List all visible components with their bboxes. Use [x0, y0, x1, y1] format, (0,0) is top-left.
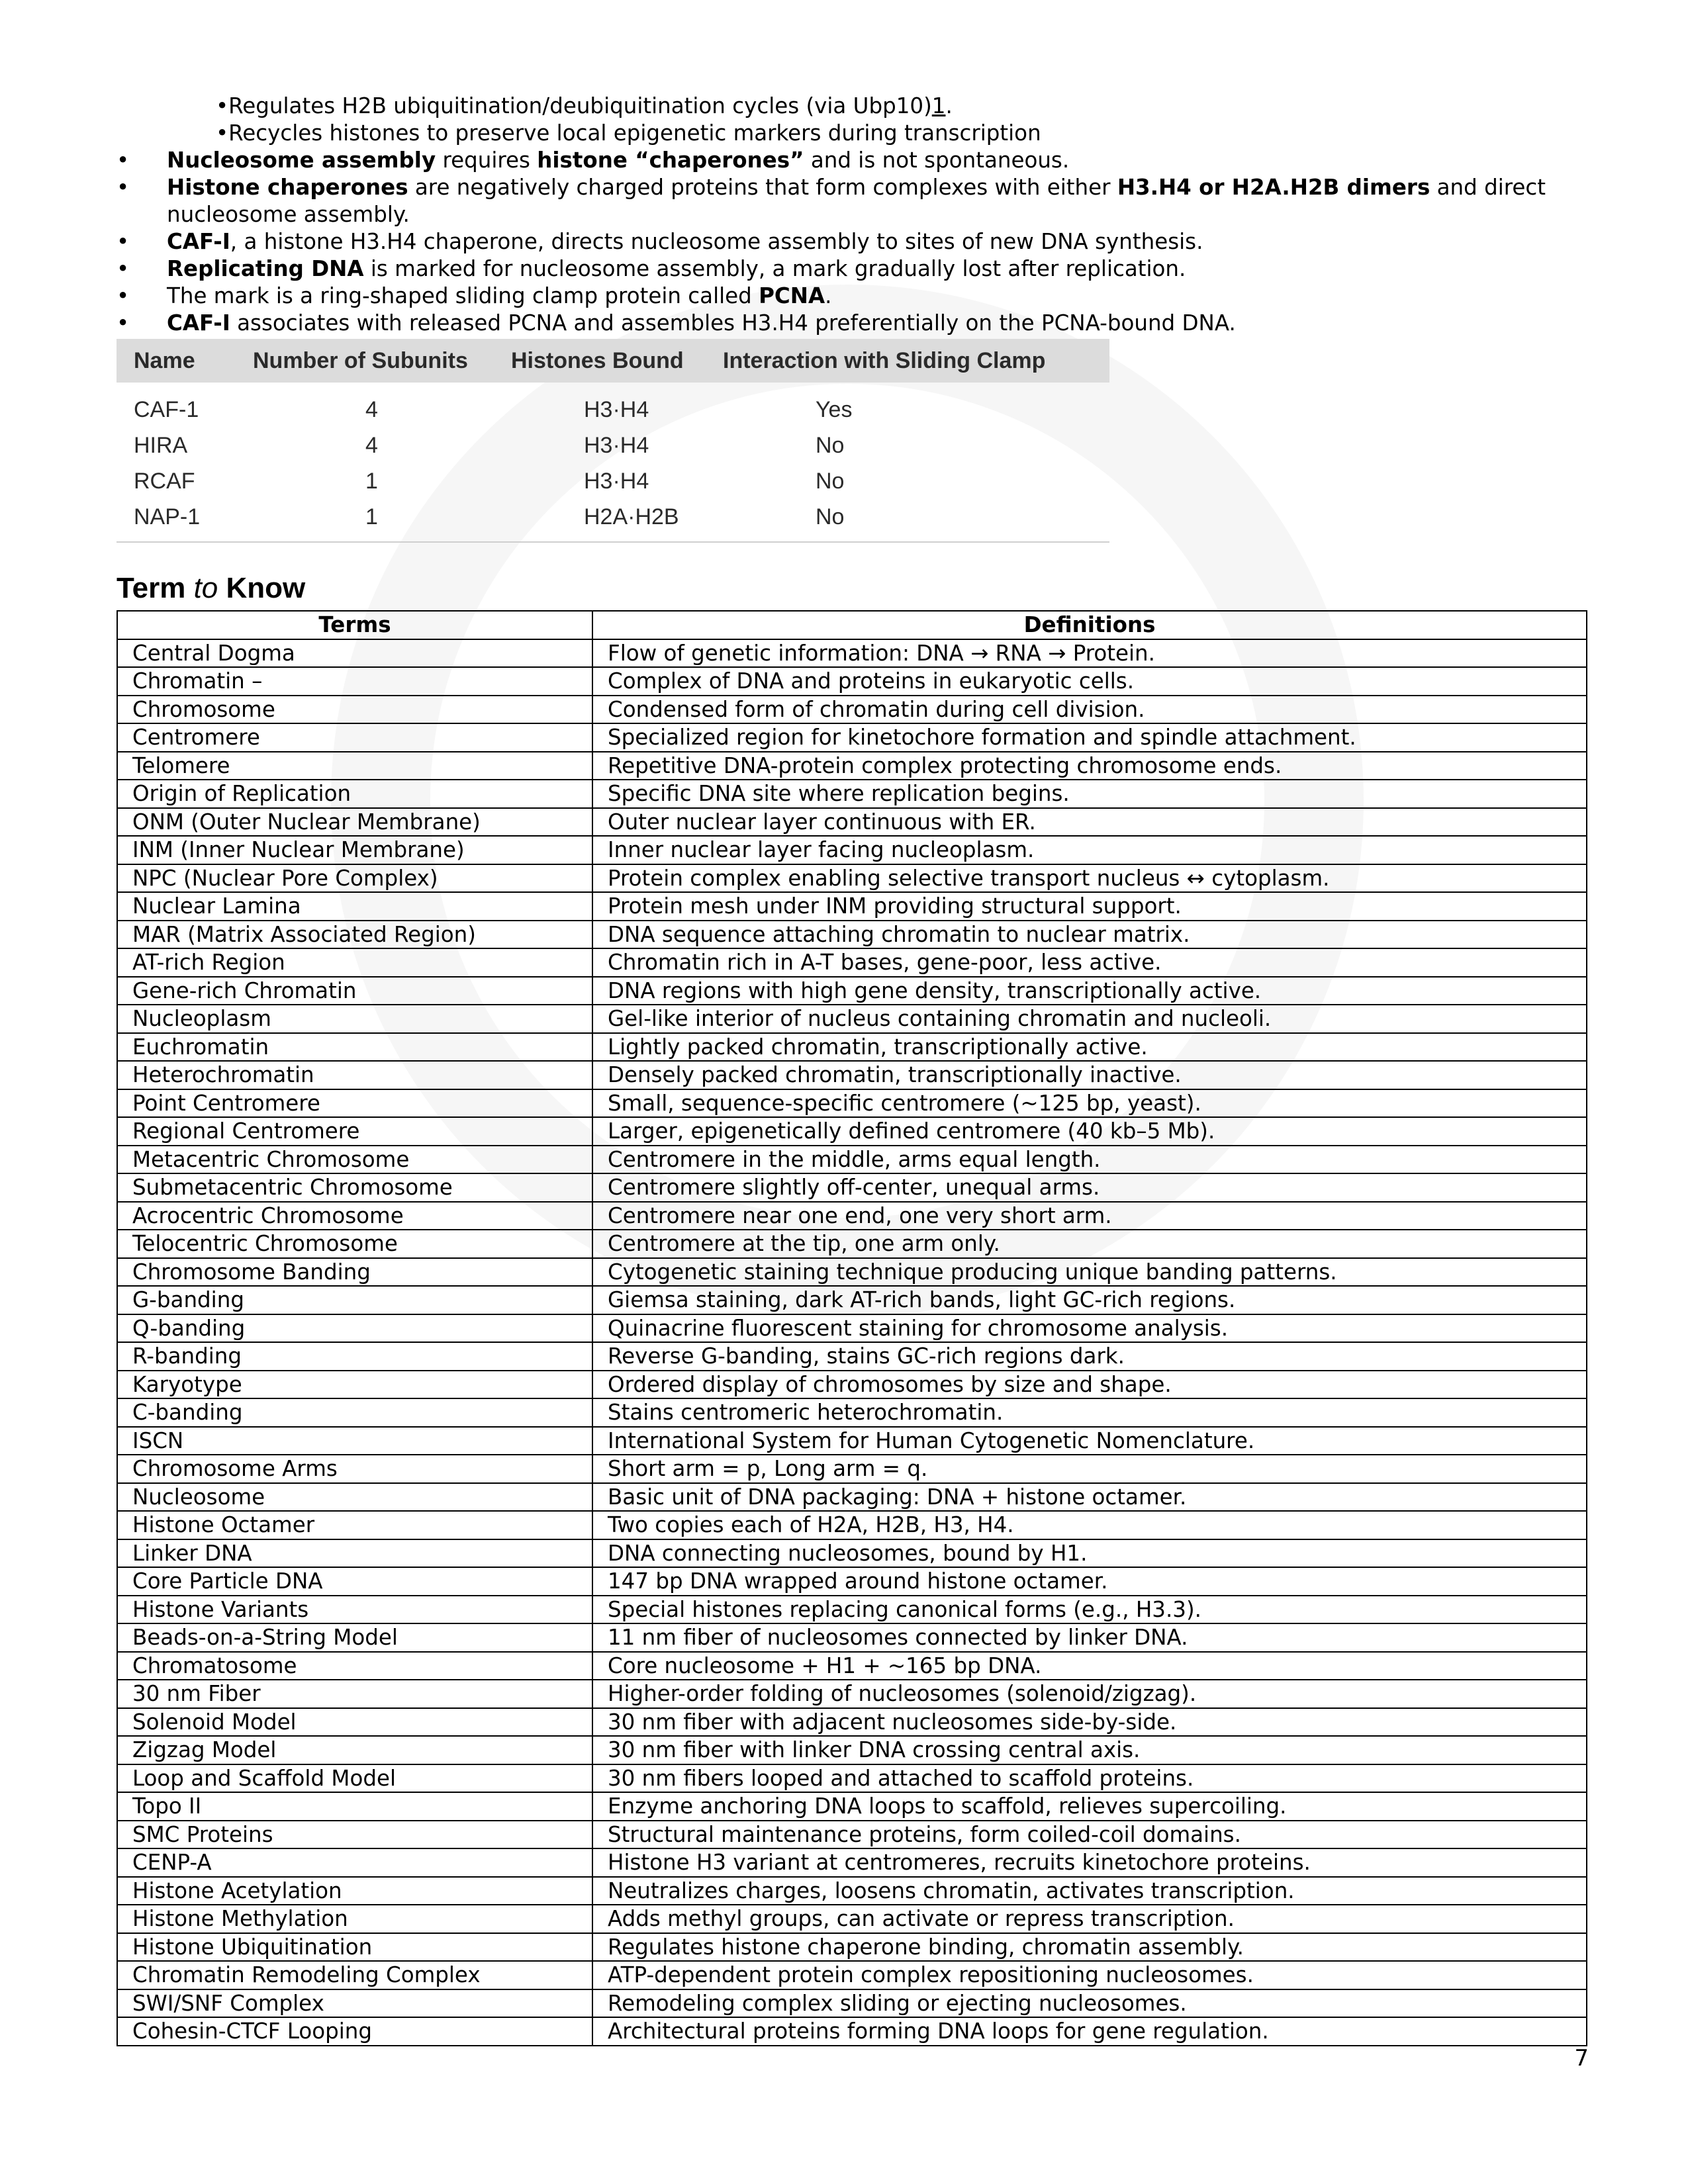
table-row — [117, 1286, 1587, 1314]
definition-cell: Chromatin rich in A-T bases, gene-poor, less active. — [592, 948, 1587, 977]
term-cell: Topo II — [117, 1792, 592, 1821]
table-row — [117, 780, 1587, 808]
header-histones: Histones Bound — [511, 347, 684, 373]
table-row — [117, 921, 1587, 949]
header-terms: Terms — [117, 611, 592, 639]
table-divider — [117, 541, 1109, 543]
term-cell: ISCN — [117, 1427, 592, 1455]
table-row — [117, 977, 1587, 1005]
table-row — [117, 1848, 1587, 1877]
definition-cell: 30 nm fiber with adjacent nucleosomes side-by-side. — [592, 1708, 1587, 1737]
term-cell: Histone Acetylation — [117, 1877, 592, 1905]
term-cell: Nuclear Lamina — [117, 892, 592, 921]
definition-cell: ATP-dependent protein complex repositioning nucleosomes. — [592, 1961, 1587, 1989]
definition-cell: Gel-like interior of nucleus containing chromatin and nucleoli. — [592, 1005, 1587, 1033]
sub-bullet: •Recycles histones to preserve local epigenetic markers during transcription — [216, 120, 1041, 146]
term-cell: Euchromatin — [117, 1033, 592, 1062]
table-row — [117, 1680, 1587, 1708]
definition-cell: Small, sequence-specific centromere (~125 bp, yeast). — [592, 1089, 1587, 1118]
definition-cell: DNA connecting nucleosomes, bound by H1. — [592, 1539, 1587, 1568]
chaperone-table-header — [117, 339, 1109, 383]
term-cell: Chromatin – — [117, 667, 592, 696]
table-row — [117, 836, 1587, 864]
term-cell: Chromatin Remodeling Complex — [117, 1961, 592, 1989]
definition-cell: Protein complex enabling selective transport nucleus ↔ cytoplasm. — [592, 864, 1587, 893]
table-row — [117, 1005, 1587, 1033]
table-row — [117, 1652, 1587, 1680]
table-row — [117, 892, 1587, 921]
term-cell: C-banding — [117, 1398, 592, 1427]
bullet-marker: • — [117, 229, 130, 254]
term-cell: Metacentric Chromosome — [117, 1146, 592, 1174]
table-row — [117, 1708, 1587, 1737]
table-row — [117, 1483, 1587, 1512]
header-name: Name — [134, 347, 195, 373]
bullet-marker: • — [117, 175, 130, 200]
term-cell: 30 nm Fiber — [117, 1680, 592, 1708]
table-row — [117, 723, 1587, 752]
definition-cell: 30 nm fibers looped and attached to scaffold proteins. — [592, 1764, 1587, 1793]
definition-cell: Complex of DNA and proteins in eukaryotic cells. — [592, 667, 1587, 696]
term-cell: G-banding — [117, 1286, 592, 1314]
section-title: Term to Know — [117, 572, 306, 604]
table-row — [117, 1596, 1587, 1624]
term-cell: Nucleoplasm — [117, 1005, 592, 1033]
term-cell: CENP-A — [117, 1848, 592, 1877]
term-cell: Chromosome Banding — [117, 1258, 592, 1287]
definition-cell: Ordered display of chromosomes by size and shape. — [592, 1371, 1587, 1399]
definition-cell: Neutralizes charges, loosens chromatin, activates transcription. — [592, 1877, 1587, 1905]
term-cell: Chromatosome — [117, 1652, 592, 1680]
table-row — [117, 1511, 1587, 1539]
term-cell: Q-banding — [117, 1314, 592, 1343]
table-row — [117, 1371, 1587, 1399]
bullet-item: • CAF-I associates with released PCNA and assembles H3.H4 preferentially on the PCNA-bound DNA. — [117, 310, 1236, 336]
term-cell: AT-rich Region — [117, 948, 592, 977]
term-cell: Submetacentric Chromosome — [117, 1173, 592, 1202]
term-cell: Chromosome Arms — [117, 1455, 592, 1483]
term-cell: Core Particle DNA — [117, 1567, 592, 1596]
definition-cell: Centromere slightly off-center, unequal arms. — [592, 1173, 1587, 1202]
definition-cell: DNA sequence attaching chromatin to nuclear matrix. — [592, 921, 1587, 949]
bullet-marker: • — [117, 256, 130, 281]
term-cell: Acrocentric Chromosome — [117, 1202, 592, 1230]
term-cell: MAR (Matrix Associated Region) — [117, 921, 592, 949]
table-row — [117, 1539, 1587, 1568]
table-row — [117, 1933, 1587, 1962]
term-cell: Zigzag Model — [117, 1736, 592, 1764]
header-definitions: Definitions — [592, 611, 1587, 639]
definition-cell: Adds methyl groups, can activate or repress transcription. — [592, 1905, 1587, 1933]
table-row — [117, 752, 1587, 780]
table-row — [117, 948, 1587, 977]
table-row — [117, 1567, 1587, 1596]
term-cell: Solenoid Model — [117, 1708, 592, 1737]
definition-cell: Quinacrine fluorescent staining for chromosome analysis. — [592, 1314, 1587, 1343]
bullet-marker: • — [117, 148, 130, 173]
definition-cell: Basic unit of DNA packaging: DNA + histone octamer. — [592, 1483, 1587, 1512]
definition-cell: Condensed form of chromatin during cell division. — [592, 696, 1587, 724]
term-cell: Chromosome — [117, 696, 592, 724]
definition-cell: Histone H3 variant at centromeres, recruits kinetochore proteins. — [592, 1848, 1587, 1877]
chaperone-row: RCAF 1 H3·H4 No — [134, 468, 845, 494]
term-cell: Gene-rich Chromatin — [117, 977, 592, 1005]
term-cell: R-banding — [117, 1342, 592, 1371]
histone-chaperone-table — [117, 339, 1109, 543]
term-cell: NPC (Nuclear Pore Complex) — [117, 864, 592, 893]
term-cell: SMC Proteins — [117, 1821, 592, 1849]
table-row — [117, 1736, 1587, 1764]
bullet-item: • Nucleosome assembly requires histone “chaperones” and is not spontaneous. — [117, 148, 1070, 173]
table-row — [117, 1905, 1587, 1933]
definition-cell: Inner nuclear layer facing nucleoplasm. — [592, 836, 1587, 864]
definition-cell: Reverse G-banding, stains GC-rich regions dark. — [592, 1342, 1587, 1371]
table-row — [117, 639, 1587, 668]
terms-definitions-table — [117, 610, 1587, 2046]
table-row — [117, 808, 1587, 837]
bullet-item: • Histone chaperones are negatively charged proteins that form complexes with either H3.H4 or H2A.H2B dimers and direct — [117, 175, 1546, 200]
bullet-item: • Replicating DNA is marked for nucleosome assembly, a mark gradually lost after replication. — [117, 256, 1186, 281]
definition-cell: 30 nm fiber with linker DNA crossing central axis. — [592, 1736, 1587, 1764]
table-row — [117, 1061, 1587, 1089]
definition-cell: Short arm = p, Long arm = q. — [592, 1455, 1587, 1483]
bullet-marker: • — [117, 283, 130, 308]
definition-cell: Repetitive DNA-protein complex protecting chromosome ends. — [592, 752, 1587, 780]
term-cell: Heterochromatin — [117, 1061, 592, 1089]
table-row — [117, 1398, 1587, 1427]
definition-cell: 147 bp DNA wrapped around histone octamer. — [592, 1567, 1587, 1596]
term-cell: Origin of Replication — [117, 780, 592, 808]
table-row — [117, 1427, 1587, 1455]
page-number: 7 — [1574, 2045, 1589, 2071]
bullet-marker: • — [117, 310, 130, 336]
term-cell: Loop and Scaffold Model — [117, 1764, 592, 1793]
bullet-item: • CAF-I, a histone H3.H4 chaperone, directs nucleosome assembly to sites of new DNA synthesis. — [117, 229, 1203, 254]
definition-cell: Outer nuclear layer continuous with ER. — [592, 808, 1587, 837]
intro-bullet-list — [117, 93, 1599, 337]
term-cell: Regional Centromere — [117, 1117, 592, 1146]
table-row — [117, 1342, 1587, 1371]
terms-table-header — [117, 611, 1587, 639]
table-row — [117, 667, 1587, 696]
definition-cell: Densely packed chromatin, transcriptionally inactive. — [592, 1061, 1587, 1089]
term-cell: Karyotype — [117, 1371, 592, 1399]
definition-cell: Special histones replacing canonical forms (e.g., H3.3). — [592, 1596, 1587, 1624]
definition-cell: International System for Human Cytogenetic Nomenclature. — [592, 1427, 1587, 1455]
header-sliding-clamp: Interaction with Sliding Clamp — [723, 347, 1046, 373]
definition-cell: Protein mesh under INM providing structural support. — [592, 892, 1587, 921]
table-row — [117, 1821, 1587, 1849]
definition-cell: Centromere near one end, one very short arm. — [592, 1202, 1587, 1230]
table-row — [117, 864, 1587, 893]
definition-cell: Architectural proteins forming DNA loops for gene regulation. — [592, 2017, 1587, 2046]
table-row — [117, 1314, 1587, 1343]
definition-cell: Enzyme anchoring DNA loops to scaffold, relieves supercoiling. — [592, 1792, 1587, 1821]
table-row — [117, 1117, 1587, 1146]
definition-cell: Flow of genetic information: DNA → RNA → Protein. — [592, 639, 1587, 668]
term-cell: Nucleosome — [117, 1483, 592, 1512]
definition-cell: Larger, epigenetically defined centromere (40 kb–5 Mb). — [592, 1117, 1587, 1146]
table-row — [117, 1146, 1587, 1174]
term-cell: Linker DNA — [117, 1539, 592, 1568]
table-row — [117, 1089, 1587, 1118]
term-cell: Beads-on-a-String Model — [117, 1623, 592, 1652]
term-cell: Histone Variants — [117, 1596, 592, 1624]
table-row — [117, 1455, 1587, 1483]
table-row — [117, 1258, 1587, 1287]
chaperone-row: HIRA 4 H3·H4 No — [134, 432, 845, 458]
definition-cell: Stains centromeric heterochromatin. — [592, 1398, 1587, 1427]
definition-cell: Centromere in the middle, arms equal length. — [592, 1146, 1587, 1174]
term-cell: ONM (Outer Nuclear Membrane) — [117, 808, 592, 837]
table-row — [117, 696, 1587, 724]
term-cell: Point Centromere — [117, 1089, 592, 1118]
term-cell: Histone Methylation — [117, 1905, 592, 1933]
bullet-item: • The mark is a ring-shaped sliding clamp protein called PCNA. — [117, 283, 832, 308]
terms-table-body — [117, 639, 1587, 2046]
table-row — [117, 1033, 1587, 1062]
term-cell: Telomere — [117, 752, 592, 780]
sub-bullet: •Regulates H2B ubiquitination/deubiquitination cycles (via Ubp10)1. — [216, 93, 953, 118]
definition-cell: Remodeling complex sliding or ejecting nucleosomes. — [592, 1989, 1587, 2018]
reference-link[interactable]: 1 — [931, 93, 946, 118]
chaperone-row: NAP-1 1 H2A·H2B No — [134, 504, 845, 529]
table-row — [117, 1792, 1587, 1821]
table-row — [117, 2017, 1587, 2046]
term-cell: INM (Inner Nuclear Membrane) — [117, 836, 592, 864]
table-row — [117, 1961, 1587, 1989]
table-row — [117, 1623, 1587, 1652]
definition-cell: Specialized region for kinetochore formation and spindle attachment. — [592, 723, 1587, 752]
definition-cell: Giemsa staining, dark AT-rich bands, light GC-rich regions. — [592, 1286, 1587, 1314]
table-row — [117, 1877, 1587, 1905]
definition-cell: Structural maintenance proteins, form coiled-coil domains. — [592, 1821, 1587, 1849]
table-row — [117, 1202, 1587, 1230]
definition-cell: Core nucleosome + H1 + ~165 bp DNA. — [592, 1652, 1587, 1680]
table-row — [117, 1764, 1587, 1793]
chaperone-row: CAF-1 4 H3·H4 Yes — [134, 396, 853, 422]
definition-cell: Centromere at the tip, one arm only. — [592, 1230, 1587, 1258]
term-cell: Central Dogma — [117, 639, 592, 668]
term-cell: Histone Octamer — [117, 1511, 592, 1539]
definition-cell: 11 nm fiber of nucleosomes connected by linker DNA. — [592, 1623, 1587, 1652]
term-cell: Histone Ubiquitination — [117, 1933, 592, 1962]
definition-cell: DNA regions with high gene density, transcriptionally active. — [592, 977, 1587, 1005]
table-row — [117, 1173, 1587, 1202]
term-cell: Telocentric Chromosome — [117, 1230, 592, 1258]
term-cell: Centromere — [117, 723, 592, 752]
term-cell: Cohesin-CTCF Looping — [117, 2017, 592, 2046]
definition-cell: Specific DNA site where replication begins. — [592, 780, 1587, 808]
header-subunits: Number of Subunits — [253, 347, 468, 373]
table-row — [117, 1989, 1587, 2018]
definition-cell: Lightly packed chromatin, transcriptionally active. — [592, 1033, 1587, 1062]
definition-cell: Regulates histone chaperone binding, chromatin assembly. — [592, 1933, 1587, 1962]
definition-cell: Cytogenetic staining technique producing unique banding patterns. — [592, 1258, 1587, 1287]
table-row — [117, 1230, 1587, 1258]
definition-cell: Two copies each of H2A, H2B, H3, H4. — [592, 1511, 1587, 1539]
bullet-continuation: nucleosome assembly. — [167, 202, 410, 227]
definition-cell: Higher-order folding of nucleosomes (solenoid/zigzag). — [592, 1680, 1587, 1708]
term-cell: SWI/SNF Complex — [117, 1989, 592, 2018]
